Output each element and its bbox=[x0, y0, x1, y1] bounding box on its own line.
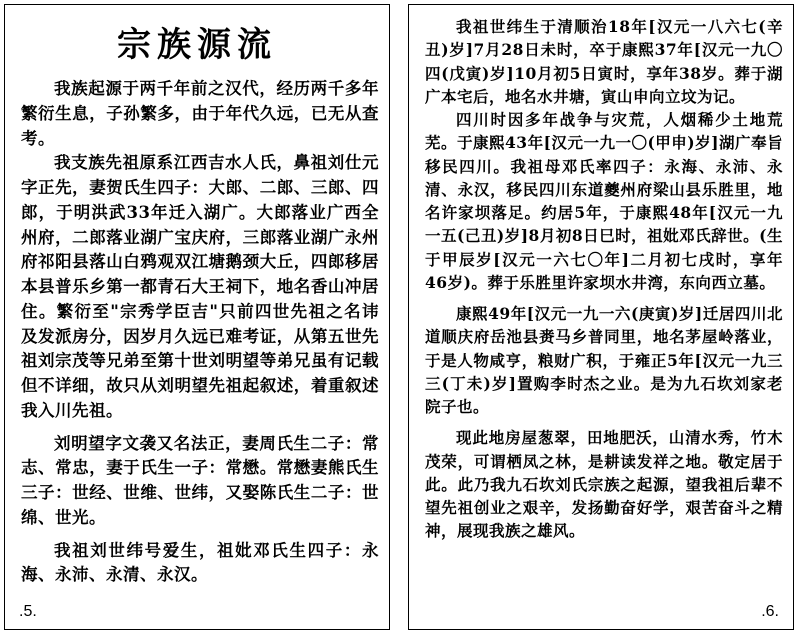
paragraph: 我支族先祖原系江西吉水人氏，鼻祖刘仕元字正先，妻贺氏生四子：大郎、二郎、三郎、四郎，于明洪武33年迁入湖广。大郎落业广西全州府，二郎落业湖广宝庆府，三郎落业湖广永州府祁阳县落山白鸦观双江塘鹅颈大丘，四郎移居本县普乐乡第一都青石大王祠下，地名香山冲居住。繁衍至"宗秀学臣吉"只前四世先祖之名讳及发派房分，因岁月久远已难考证，从第五世先祖刘宗茂等兄弟至第十世刘明望等弟兄虽有记载但不详细，故只从刘明望先祖起叙述，着重叙述我入川先祖。 bbox=[21, 153, 379, 420]
paragraph: 刘明望字文袭又名法正，妻周氏生二子：常志、常忠，妻于氏生一子：常懋。常懋妻熊氏生三子：世经、世维、世纬，又娶陈氏生二子：世绵、世光。 bbox=[21, 433, 379, 527]
right-page-body bbox=[409, 5, 793, 543]
paragraph: 我祖世纬生于清顺治18年[汉元一八六七(辛丑)岁]7月28日未时，卒于康熙37年[汉元一九〇四(戊寅)岁]10月初5日寅时，享年38岁。葬于湖广本宅后，地名水井塘，寅山申向立坟为记。 bbox=[425, 17, 783, 106]
paragraph: 四川时因多年战争与灾荒，人烟稀少土地荒芜。于康熙43年[汉元一九一〇(甲申)岁]湖广奉旨移民四川。我祖母邓氏率四子：永海、永沛、永清、永汉，移民四川东道夔州府梁山县乐胜里，地名许家坝落足。约居5年，于康熙48年[汉元一九一五(己丑)岁]8月初8日巳时，祖妣邓氏辞世。(生于甲辰岁[汉元一六七〇年]二月初七戌时，享年46岁)。葬于乐胜里许家坝水井湾，东向西立墓。 bbox=[425, 110, 783, 292]
page-title: 宗族源流 bbox=[117, 25, 277, 65]
paragraph: 我族起源于两千年前之汉代，经历两千多年繁衍生息，子孙繁多，由于年代久远，已无从查考。 bbox=[21, 79, 379, 148]
paragraph: 现此地房屋葱翠，田地肥沃，山清水秀，竹木茂荣，可谓栖凤之林，是耕读发祥之地。敬定居于此。此乃我九石坎刘氏宗族之起源，望我祖后辈不望先祖创业之艰辛，发扬勤奋好学，艰苦奋斗之精神，展现我族之雄风。 bbox=[425, 428, 783, 541]
right-page bbox=[408, 4, 794, 630]
left-page-body bbox=[5, 77, 389, 588]
page-number: .6. bbox=[761, 603, 779, 620]
paragraph: 我祖刘世纬号爱生，祖妣邓氏生四子：永海、永沛、永清、永汉。 bbox=[21, 540, 379, 585]
paragraph: 康熙49年[汉元一九一六(庚寅)岁]迁居四川北道顺庆府岳池县赉马乡普同里，地名茅屋岭落业，于是人物咸亨，粮财广积，于雍正5年[汉元一九三三(丁未)岁]置购李时杰之业。是为九石坎刘家老院子也。 bbox=[425, 304, 783, 416]
left-page bbox=[4, 4, 390, 630]
page-number: .5. bbox=[19, 603, 37, 620]
